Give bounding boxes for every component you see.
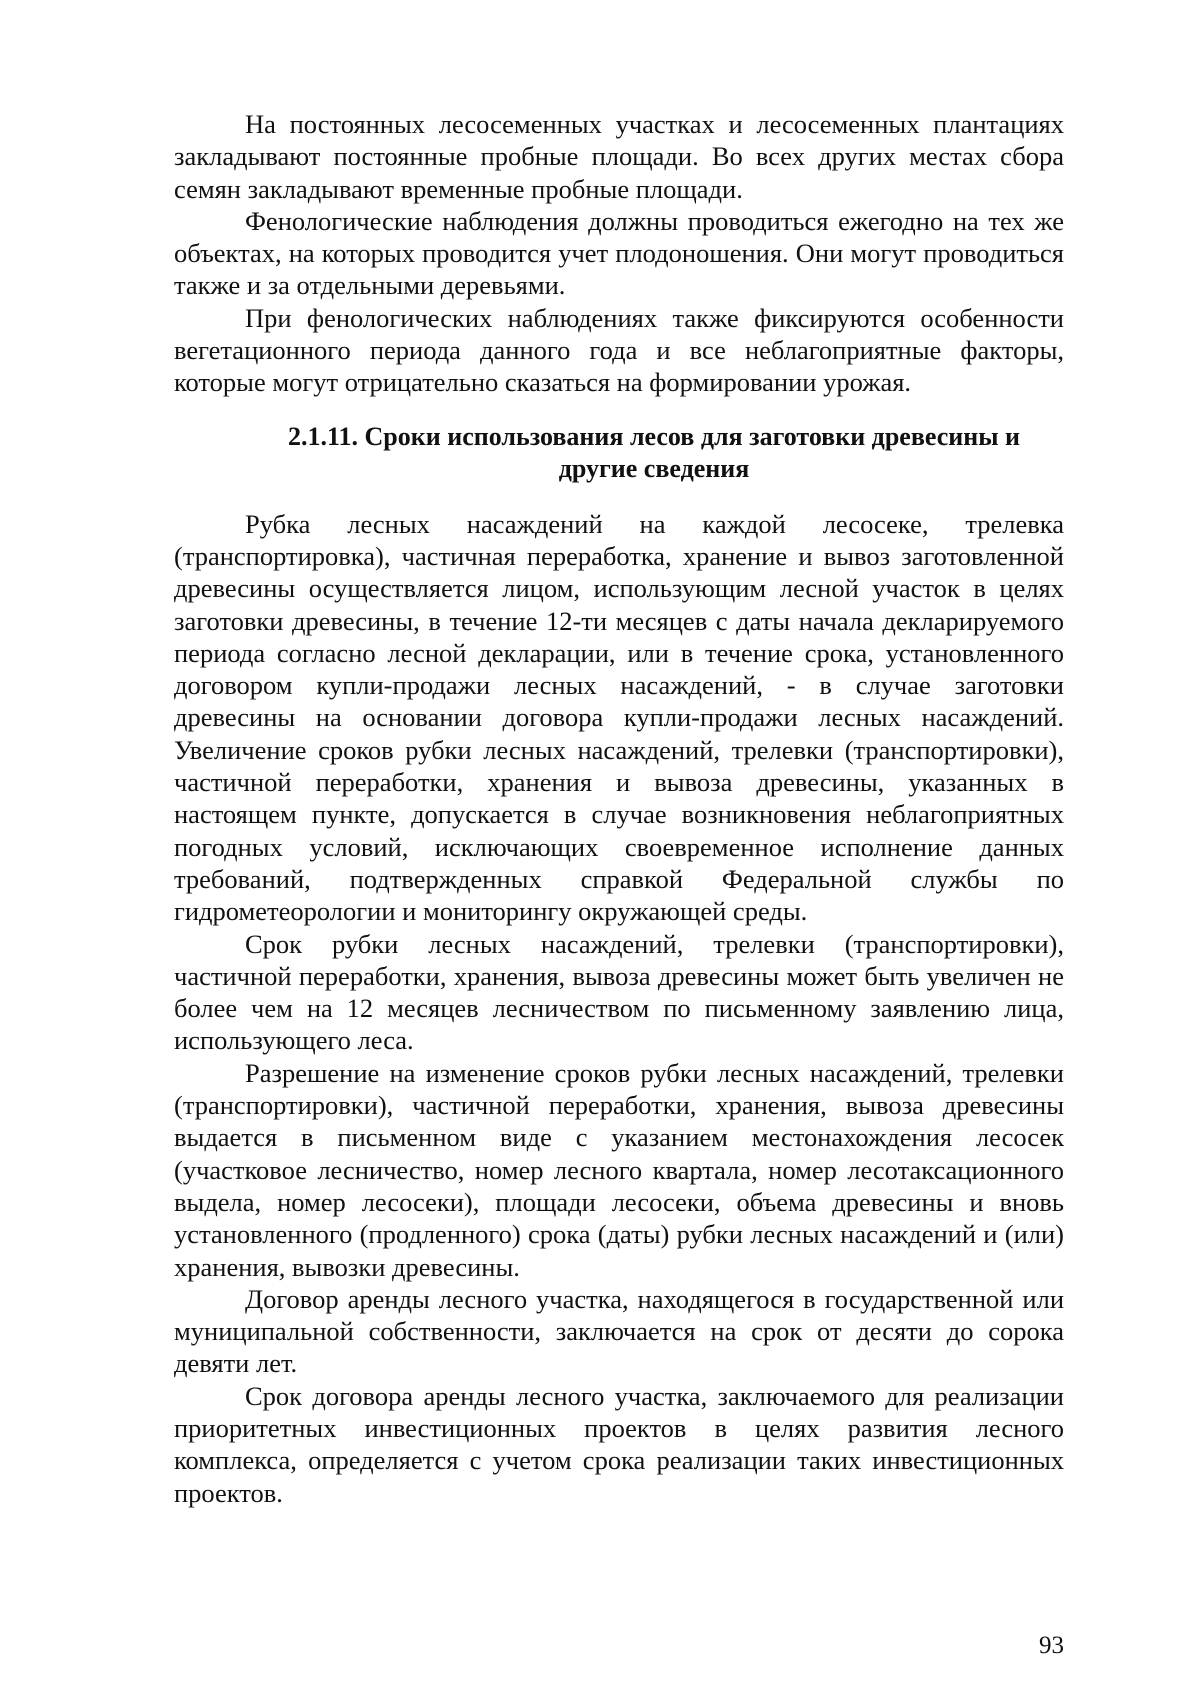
section-heading-line-1: 2.1.11. Сроки использования лесов для заготовки древесины и [287, 421, 1021, 451]
paragraph-term-extension: Срок рубки лесных насаждений, трелевки (транспортировки), частичной переработки, хранения, вывоза древесины может быть увеличен не более чем на 12 месяцев лесничеством по письменному заявлению лица, использующего леса. [174, 928, 1064, 1056]
page-number: 93 [1039, 1632, 1064, 1659]
paragraph-investment-projects: Срок договора аренды лесного участка, заключаемого для реализации приоритетных инвестиционных проектов в целях развития лесного комплекса, определяется с учетом срока реализации таких инвестиционных проектов. [174, 1380, 1064, 1508]
section-heading [174, 421, 1064, 485]
paragraph-vegetation-factors: При фенологических наблюдениях также фиксируются особенности вегетационного периода данного года и все неблагоприятные факторы, которые могут отрицательно сказаться на формировании урожая. [174, 302, 1064, 398]
paragraph-phenology-observations: Фенологические наблюдения должны проводиться ежегодно на тех же объектах, на которых проводится учет плодоношения. Они могут проводиться также и за отдельными деревьями. [174, 205, 1064, 301]
paragraph-permit-details: Разрешение на изменение сроков рубки лесных насаждений, трелевки (транспортировки), частичной переработки, хранения, вывоза древесины выдается в письменном виде с указанием местонахождения лесосек (участковое лесничество, номер лесного квартала, номер лесотаксационного выдела, номер лесосеки), площади лесосеки, объема древесины и вновь установленного (продленного) срока (даты) рубки лесных насаждений и (или) хранения, вывозки древесины. [174, 1057, 1064, 1282]
section-body [174, 508, 1064, 1509]
document-page [174, 108, 1064, 1509]
paragraph-logging-terms: Рубка лесных насаждений на каждой лесосеке, трелевка (транспортировка), частичная переработка, хранение и вывоз заготовленной древесины осуществляется лицом, использующим лесной участок в целях заготовки древесины, в течение 12-ти месяцев с даты начала декларируемого периода согласно лесной декларации, или в течение срока, установленного договором купли-продажи лесных насаждений, - в случае заготовки древесины на основании договора купли-продажи лесных насаждений. Увеличение сроков рубки лесных насаждений, трелевки (транспортировки), частичной переработки, хранения и вывоза древесины, указанных в настоящем пункте, допускается в случае возникновения неблагоприятных погодных условий, исключающих своевременное исполнение данных требований, подтвержденных справкой Федеральной службы по гидрометеорологии и мониторингу окружающей среды. [174, 508, 1064, 927]
paragraph-lease-term: Договор аренды лесного участка, находящегося в государственной или муниципальной собственности, заключается на срок от десяти до сорока девяти лет. [174, 1283, 1064, 1379]
section-heading-line-2: другие сведения [558, 453, 750, 483]
paragraph-seed-plots: На постоянных лесосеменных участках и лесосеменных плантациях закладывают постоянные пробные площади. Во всех других местах сбора семян закладывают временные пробные площади. [174, 109, 1064, 204]
